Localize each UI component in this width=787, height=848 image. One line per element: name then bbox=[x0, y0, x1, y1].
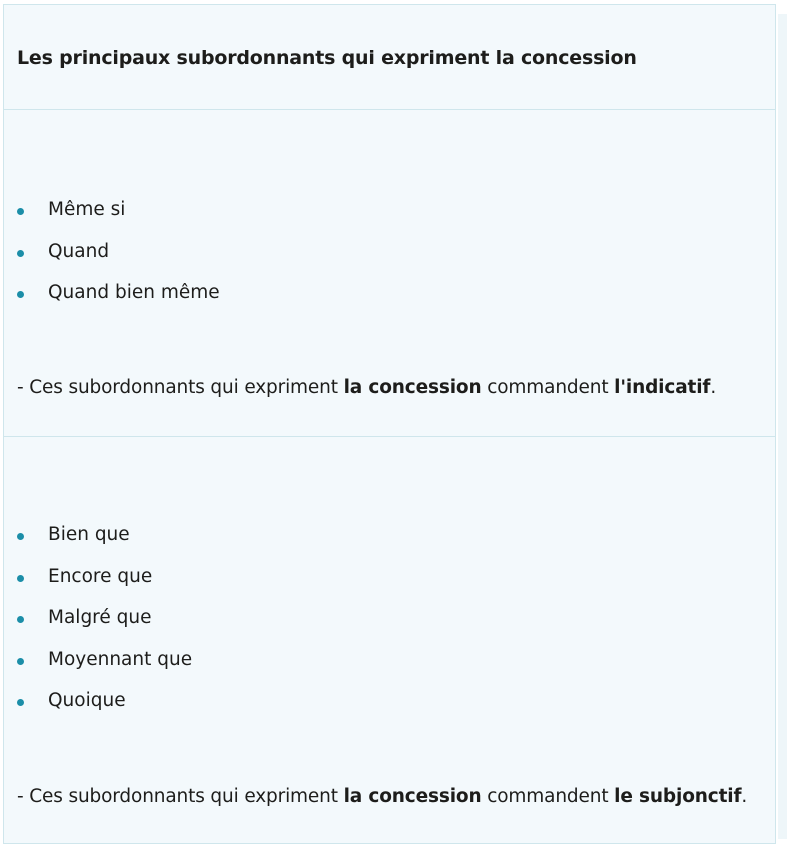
bullet-icon bbox=[17, 699, 24, 706]
rule-bold-mood: l'indicatif bbox=[614, 377, 711, 398]
bullet-icon bbox=[17, 658, 24, 665]
list-item bbox=[4, 607, 775, 649]
subjunctive-section bbox=[4, 438, 775, 848]
bullet-icon bbox=[17, 291, 24, 298]
list-item-text: Encore que bbox=[48, 565, 153, 587]
bullet-icon bbox=[17, 616, 24, 623]
rule-prefix: - Ces subordonnants qui expriment bbox=[17, 786, 344, 807]
list-item bbox=[4, 282, 775, 324]
rule-suffix: . bbox=[741, 786, 748, 807]
list-item bbox=[4, 241, 775, 283]
list-item-text: Bien que bbox=[48, 524, 130, 545]
list-item-text: Même si bbox=[48, 199, 126, 220]
subjunctive-subordinator-list bbox=[4, 524, 775, 732]
subjunctive-rule bbox=[17, 786, 747, 808]
table-header bbox=[4, 5, 775, 110]
rule-bold-concession: la concession bbox=[343, 786, 482, 807]
rule-prefix: - Ces subordonnants qui expriment bbox=[17, 377, 344, 398]
rule-bold-concession: la concession bbox=[343, 377, 482, 398]
list-item-text: Malgré que bbox=[48, 607, 152, 628]
indicative-section bbox=[4, 111, 775, 437]
list-item bbox=[4, 649, 775, 691]
rule-bold-mood: le subjonctif bbox=[614, 786, 742, 807]
table-header-title: Les principaux subordonnants qui expriment la concession bbox=[17, 47, 637, 69]
list-item bbox=[4, 199, 775, 241]
bullet-icon bbox=[17, 208, 24, 215]
indicative-subordinator-list bbox=[4, 199, 775, 324]
rule-middle: commandent bbox=[481, 377, 615, 398]
concession-table bbox=[3, 4, 776, 844]
rule-suffix: . bbox=[710, 377, 717, 398]
list-item-text: Quand bien même bbox=[48, 282, 220, 303]
indicative-rule bbox=[17, 377, 716, 399]
bullet-icon bbox=[17, 575, 24, 582]
list-item-text: Moyennant que bbox=[48, 648, 193, 670]
list-item bbox=[4, 524, 775, 566]
list-item-text: Quand bbox=[48, 240, 110, 262]
bullet-icon bbox=[17, 250, 24, 257]
list-item-text: Quoique bbox=[48, 690, 126, 711]
list-item bbox=[4, 566, 775, 608]
rule-middle: commandent bbox=[481, 786, 615, 807]
bullet-icon bbox=[17, 533, 24, 540]
list-item bbox=[4, 690, 775, 732]
panel-shadow bbox=[778, 14, 787, 839]
